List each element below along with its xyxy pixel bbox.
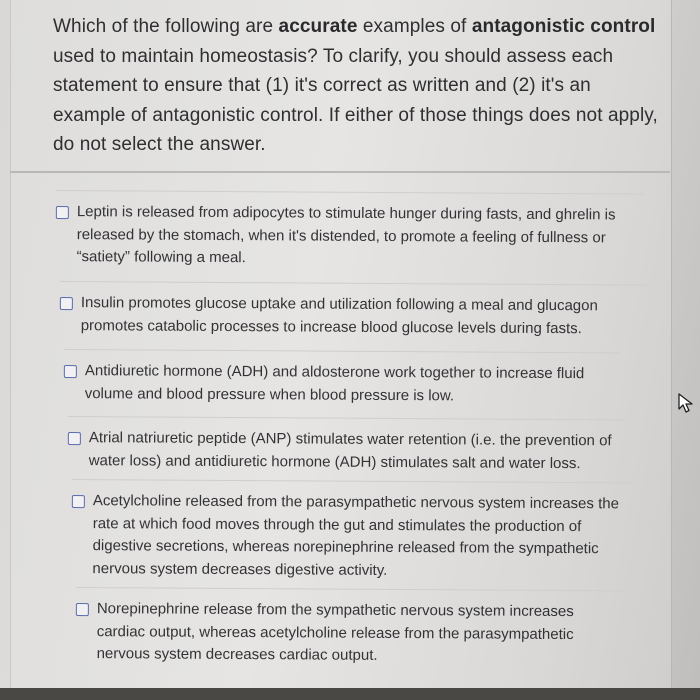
checkbox[interactable]: [68, 432, 81, 445]
screen-bezel: [0, 688, 700, 700]
question-divider: [10, 171, 670, 173]
question-text: [53, 12, 665, 160]
answer-option-label: Acetylcholine released from the parasympathetic nervous system increases the rate at which food moves through the gut and stimulates the production of digestive secretions, whereas norepinephrine released from the sympathetic nervous system decreases digestive activity.: [92, 492, 620, 579]
checkbox[interactable]: [56, 206, 69, 219]
mouse-pointer-icon: [676, 392, 696, 414]
question-emphasis: accurate: [278, 16, 358, 37]
answer-option-label: Antidiuretic hormone (ADH) and aldosterone work together to increase fluid volume and blood pressure when blood pressure is low.: [84, 362, 585, 404]
answer-option-label: Leptin is released from adipocytes to stimulate hunger during fasts, and ghrelin is released by the stomach, when it's distended, to promote a feeling of fullness or “satiety” following a meal.: [76, 203, 616, 267]
answer-option[interactable]: [76, 587, 626, 669]
question-part: Which of the following are: [53, 16, 279, 37]
question-part: used to maintain homeostasis? To clarify, you should assess each statement to ensure that (1) it's correct as written and (2) it's an example of antagonistic control. If either of those things does not apply, do not select the answer.: [53, 45, 658, 155]
answer-option[interactable]: [64, 349, 620, 408]
question-part: examples of: [357, 16, 472, 37]
checkbox[interactable]: [76, 603, 89, 616]
answer-option-label: Atrial natriuretic peptide (ANP) stimulates water retention (i.e. the prevention of water loss) and antidiuretic hormone (ADH) stimulates salt and water loss.: [88, 429, 612, 472]
answer-option[interactable]: [71, 479, 632, 583]
checkbox[interactable]: [60, 297, 73, 310]
answer-option[interactable]: [56, 190, 644, 272]
answer-option[interactable]: [60, 281, 650, 341]
checkbox[interactable]: [72, 495, 85, 508]
answer-option-label: Insulin promotes glucose uptake and utilization following a meal and glucagon promotes catabolic processes to increase blood glucose levels during fasts.: [80, 294, 598, 337]
answer-option[interactable]: [68, 416, 624, 475]
checkbox[interactable]: [64, 365, 77, 378]
answer-option-label: Norepinephrine release from the sympathetic nervous system increases cardiac output, whereas acetylcholine release from the parasympathetic nervous system decreases cardiac output.: [96, 600, 574, 664]
question-emphasis: antagonistic control: [471, 16, 656, 37]
